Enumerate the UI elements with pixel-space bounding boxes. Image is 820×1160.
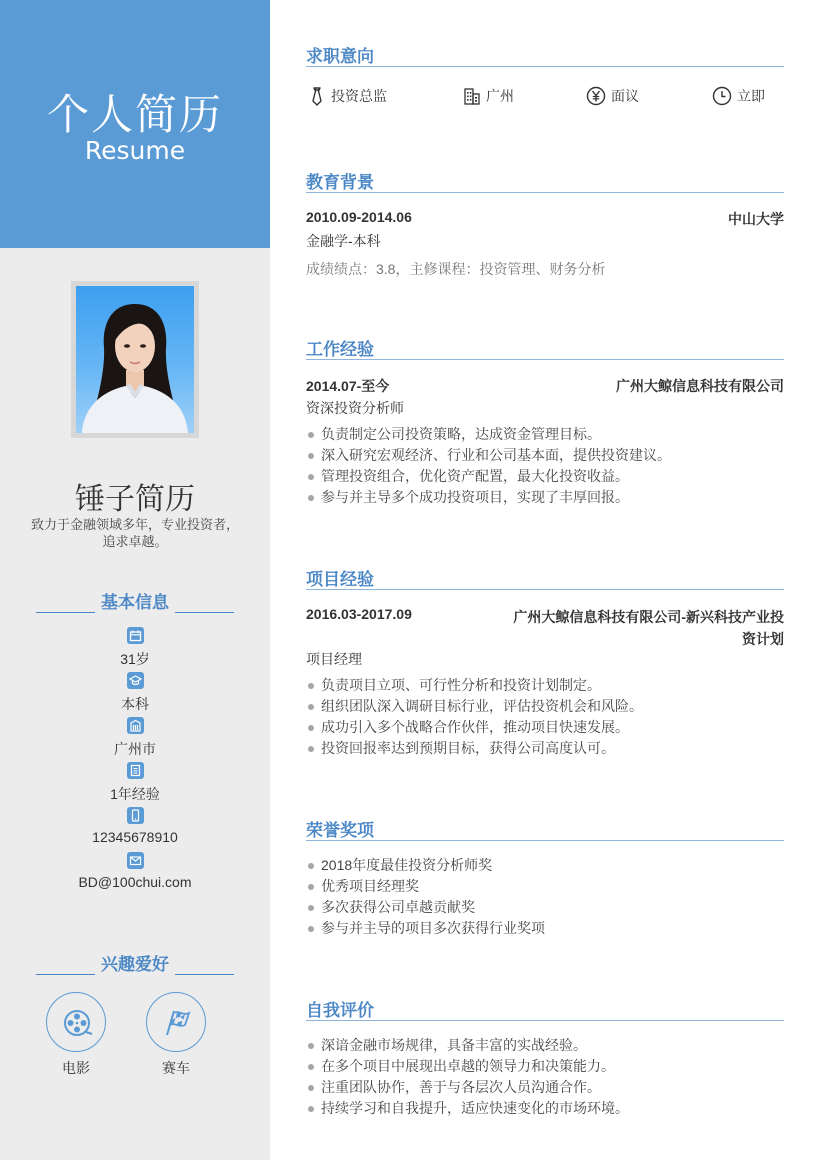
section-intent <box>306 42 784 67</box>
hobby-racing-label: 赛车 <box>162 1060 190 1076</box>
calendar-icon <box>127 627 144 644</box>
resume-title-en: Resume <box>84 136 186 165</box>
list-item: 管理投资组合，优化资产配置，最大化投资收益。 <box>306 466 784 487</box>
list-item: 负责制定公司投资策略，达成资金管理目标。 <box>306 424 784 445</box>
intent-city <box>463 86 514 106</box>
hobbies-heading-text: 兴趣爱好 <box>95 950 175 975</box>
list-item: 多次获得公司卓越贡献奖 <box>306 897 784 918</box>
film-reel-icon <box>61 1007 93 1039</box>
info-degree: 本科 <box>121 696 149 712</box>
section-self-eval <box>306 996 784 1021</box>
tie-icon <box>308 86 326 106</box>
list-item: 优秀项目经理奖 <box>306 876 784 897</box>
list-item: 注重团队协作，善于与各层次人员沟通合作。 <box>306 1077 784 1098</box>
self-eval-bullets <box>306 1035 784 1119</box>
section-honors <box>306 816 784 841</box>
intent-salary <box>586 86 639 106</box>
list-item: 参与并主导多个成功投资项目，实现了丰厚回报。 <box>306 487 784 508</box>
mail-icon <box>127 852 144 869</box>
intent-availability <box>712 86 765 106</box>
racing-flag-icon <box>161 1007 193 1039</box>
divider <box>306 840 784 841</box>
education-school: 中山大学 <box>728 211 784 227</box>
candidate-name: 锤子简历 <box>75 482 195 517</box>
project-name-line2: 资计划 <box>742 631 784 647</box>
profile-photo-frame <box>71 281 199 438</box>
divider <box>306 66 784 67</box>
basic-info-heading <box>36 588 234 613</box>
hobby-racing-circle <box>146 992 206 1052</box>
info-item-city <box>0 717 270 762</box>
list-item: 参与并主导的项目多次获得行业奖项 <box>306 918 784 939</box>
list-item: 在多个项目中展现出卓越的领导力和决策能力。 <box>306 1056 784 1077</box>
honors-bullets <box>306 855 784 939</box>
work-role: 资深投资分析师 <box>306 400 404 416</box>
hobby-movie-label: 电影 <box>62 1060 90 1076</box>
info-email: BD@100chui.com <box>78 874 192 890</box>
hobby-movie-circle <box>46 992 106 1052</box>
divider <box>306 359 784 360</box>
divider <box>306 589 784 590</box>
info-experience: 1年经验 <box>110 786 160 802</box>
divider <box>306 1020 784 1021</box>
graduation-cap-icon <box>127 672 144 689</box>
work-period: 2014.07-至今 <box>306 378 390 394</box>
education-detail: 成绩绩点：3.8，主修课程：投资管理、财务分析 <box>306 261 606 277</box>
document-icon <box>127 762 144 779</box>
section-intent-title: 求职意向 <box>306 47 374 66</box>
list-item: 负责项目立项、可行性分析和投资计划制定。 <box>306 675 784 696</box>
divider <box>306 192 784 193</box>
project-name-line1: 广州大鲸信息科技有限公司-新兴科技产业投 <box>513 609 784 625</box>
info-item-phone <box>0 807 270 852</box>
list-item: 成功引入多个战略合作伙伴，推动项目快速发展。 <box>306 717 784 738</box>
info-item-age <box>0 627 270 672</box>
project-role: 项目经理 <box>306 651 362 667</box>
intent-position-text: 投资总监 <box>331 88 387 104</box>
list-item: 投资回报率达到预期目标，获得公司高度认可。 <box>306 738 784 759</box>
project-period: 2016.03-2017.09 <box>306 606 412 622</box>
yen-coin-icon <box>586 86 606 106</box>
phone-icon <box>127 807 144 824</box>
list-item: 持续学习和自我提升，适应快速变化的市场环境。 <box>306 1098 784 1119</box>
basic-info-heading-text: 基本信息 <box>95 588 175 613</box>
title-banner <box>0 0 270 248</box>
info-item-email <box>0 852 270 897</box>
intent-city-text: 广州 <box>486 88 514 104</box>
hobby-racing <box>146 992 206 1078</box>
info-age: 31岁 <box>120 651 150 667</box>
basic-info-list <box>0 627 270 897</box>
section-honors-title: 荣誉奖项 <box>306 821 374 840</box>
section-project-title: 项目经验 <box>306 570 374 589</box>
section-work-title: 工作经验 <box>306 340 374 359</box>
clock-icon <box>712 86 732 106</box>
building-icon <box>127 717 144 734</box>
intent-availability-text: 立即 <box>737 88 765 104</box>
section-education-title: 教育背景 <box>306 173 374 192</box>
project-bullets <box>306 675 784 759</box>
list-item: 2018年度最佳投资分析师奖 <box>306 855 784 876</box>
resume-title-cn: 个人简历 <box>46 90 223 139</box>
sidebar <box>0 0 270 1160</box>
section-self-eval-title: 自我评价 <box>306 1001 374 1020</box>
section-education <box>306 168 784 193</box>
section-work <box>306 335 784 360</box>
info-city: 广州市 <box>114 741 156 757</box>
profile-photo <box>76 286 194 433</box>
intent-salary-text: 面议 <box>611 88 639 104</box>
list-item: 深谙金融市场规律，具备丰富的实战经验。 <box>306 1035 784 1056</box>
info-item-experience <box>0 762 270 807</box>
hobbies-heading <box>36 950 234 975</box>
work-bullets <box>306 424 784 508</box>
city-building-icon <box>463 86 481 106</box>
list-item: 深入研究宏观经济、行业和公司基本面，提供投资建议。 <box>306 445 784 466</box>
candidate-motto: 致力于金融领域多年，专业投资者，追求卓越。 <box>30 517 239 549</box>
education-period: 2010.09-2014.06 <box>306 209 412 225</box>
intent-position <box>308 86 387 106</box>
project-name <box>513 606 784 650</box>
list-item: 组织团队深入调研目标行业，评估投资机会和风险。 <box>306 696 784 717</box>
info-item-degree <box>0 672 270 717</box>
section-project <box>306 565 784 590</box>
education-major: 金融学-本科 <box>306 233 381 249</box>
info-phone: 12345678910 <box>92 829 178 845</box>
work-company: 广州大鲸信息科技有限公司 <box>616 378 784 394</box>
hobby-movie <box>46 992 106 1078</box>
intent-row <box>306 86 784 108</box>
